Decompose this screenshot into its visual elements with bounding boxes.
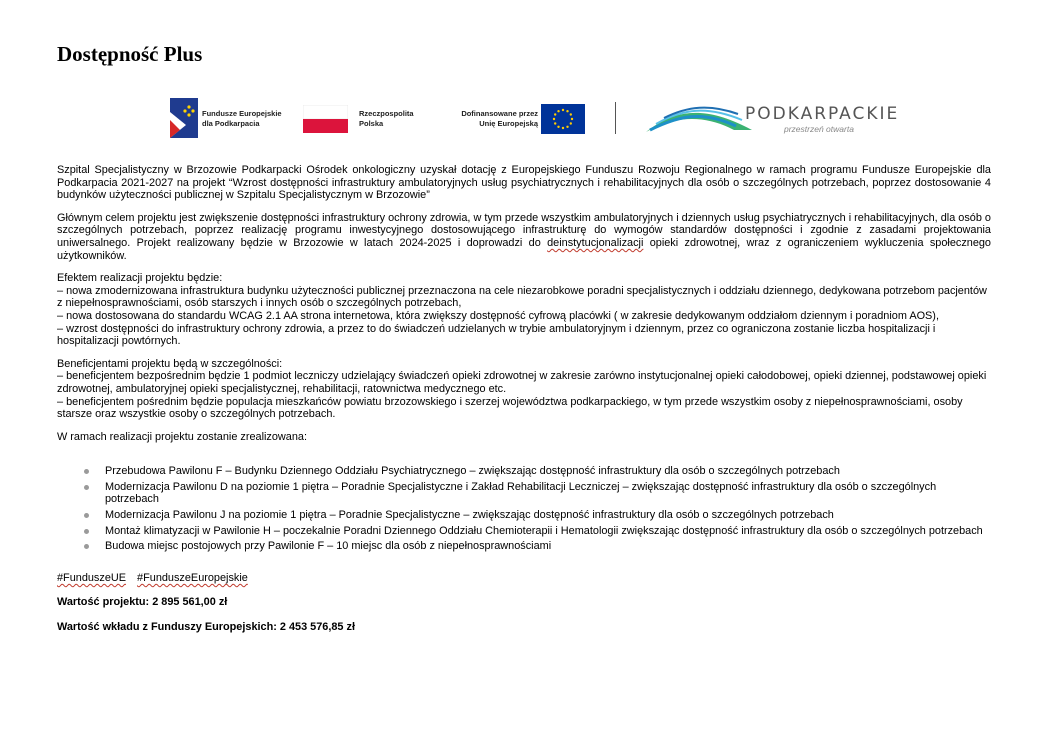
- list-item: Modernizacja Pawilonu D na poziomie 1 piętra – Poradnie Specjalistyczne i Zakład Rehabilitacji Leczniczej – zwiększając dostępność infrastruktury dla osób o szczególnych potrzebach: [57, 481, 991, 506]
- intro-paragraph: Szpital Specjalistyczny w Brzozowie Podkarpacki Ośrodek onkologiczny uzyskał dotację z Europejskiego Funduszu Rozwoju Regionalnego w ramach programu Fundusze Europejskie dla Podkarpacia 2021-2027 na projekt “Wzrost dostępności infrastruktury ambulatoryjnych usług psychiatrycznych i rehabilitacyjnych dla osób o szczególnych potrzebach, poprzez dostosowanie 4 budynków użyteczności publicznej w Szpitalu Specjalistycznym w Brzozowie”: [57, 164, 991, 202]
- polish-flag-icon: [303, 105, 348, 133]
- beneficiary-item: – beneficjentem bezpośrednim będzie 1 podmiot leczniczy udzielający świadczeń opieki zdrowotnej w zakresie zarówno instytucjonalnej opieki całodobowej, opieki dziennej, podstawowej opieki zdrowotnej, ambulatoryjnej opieki specjalistycznej, rehabilitacji, ratownictwa medycznego etc.: [57, 370, 987, 395]
- podkarpackie-name: PODKARPACKIE: [745, 104, 900, 124]
- effect-item: – nowa dostosowana do standardu WCAG 2.1 AA strona internetowa, która zwiększy dostępność cyfrową placówki ( w zakresie dedykowanym oddziałom dziennym i poradniom AOS),: [57, 309, 939, 322]
- hashtags: [57, 572, 991, 585]
- beneficiaries-heading: Beneficjentami projektu będą w szczególności:: [57, 357, 283, 370]
- fundusze-europejskie-logo: [168, 96, 293, 140]
- beneficiary-item: – beneficjentem pośrednim będzie populacja mieszkańców powiatu brzozowskiego i szerzej województwa podkarpackiego, w tym przede wszystkim osoby z niepełnosprawnościami, osoby starsze oraz wszystkie osoby o szczególnych potrzebach.: [57, 395, 963, 421]
- ue-logo-text: Dofinansowane przez Unię Europejską: [461, 109, 538, 128]
- hashtag[interactable]: #FunduszeEuropejskie: [137, 571, 248, 584]
- rp-logo-text: Rzeczpospolita Polska: [359, 109, 414, 128]
- podkarpackie-slogan: przestrzeń otwarta: [784, 124, 854, 134]
- fe-logo-text: Fundusze Europejskie dla Podkarpacia: [202, 109, 282, 128]
- list-item: Przebudowa Pawilonu F – Budynku Dziennego Oddziału Psychiatrycznego – zwiększając dostępność infrastruktury dla osób o szczególnych potrzebach: [57, 465, 991, 478]
- eu-contribution-value: Wartość wkładu z Funduszy Europejskich: 2 453 576,85 zł: [57, 621, 355, 634]
- podkarpackie-hills-icon: [644, 102, 754, 134]
- scope-list: [57, 465, 991, 553]
- project-value: Wartość projektu: 2 895 561,00 zł: [57, 596, 228, 609]
- page-title: Dostępność Plus: [57, 42, 203, 66]
- scope-heading: W ramach realizacji projektu zostanie zrealizowana:: [57, 430, 307, 443]
- spellcheck-word: deinstytucjonalizacji: [547, 236, 644, 249]
- goal-paragraph: Głównym celem projektu jest zwiększenie dostępności infrastruktury ochrony zdrowia, w tym przede wszystkim ambulatoryjnych i dziennych usług psychiatrycznych i rehabilitacyjnych, dla osób o szczególnych potrzebach, poprzez realizację programu inwestycyjnego dostosowującego infrastrukturę do wymogów standardów dostępności i zgodnie z zasadami projektowania uniwersalnego. Projekt realizowany będzie w Brzozowie w latach 2024-2025 i doprowadzi do deinstytucjonalizacji opieki zdrowotnej, wraz z ograniczeniem wykluczenia społecznego użytkowników.: [57, 211, 991, 262]
- list-item: Budowa miejsc postojowych przy Pawilonie F – 10 miejsc dla osób z niepełnosprawnościami: [57, 540, 991, 553]
- list-item: Montaż klimatyzacji w Pawilonie H – poczekalnie Poradni Dziennego Oddziału Chemioterapii i Hematologii zwiększając dostępność infrastruktury dla osób o szczególnych potrzebach: [57, 525, 991, 538]
- eu-logo: [449, 96, 589, 140]
- effect-item: – wzrost dostępności do infrastruktury ochrony zdrowia, a przez to do świadczeń udzielanych w trybie ambulatoryjnym i dziennym, przez co ograniczona zostanie liczba hospitalizacji i hospitalizacji powtórnych.: [57, 322, 936, 348]
- podkarpackie-logo: [644, 96, 908, 140]
- effect-item: – nowa zmodernizowana infrastruktura budynku użyteczności publicznej przeznaczona na cele niezarobkowe poradni specjalistycznych i oddziału dziennego, dedykowana potrzebom pacjentów z niepełnosprawnościami, osób starszych i innych osób o szczególnych potrzebach,: [57, 284, 987, 310]
- effects-heading: Efektem realizacji projektu będzie:: [57, 272, 223, 285]
- eu-flag-icon: [541, 104, 585, 134]
- hashtag[interactable]: #FunduszeUE: [57, 571, 127, 584]
- polish-flag-logo: [303, 96, 428, 140]
- list-item: Modernizacja Pawilonu J na poziomie 1 piętra – Poradnie Specjalistyczne – zwiększając dostępność infrastruktury dla osób o szczególnych potrzebach: [57, 509, 991, 522]
- article-body: [57, 164, 991, 634]
- funding-logos-bar: [168, 96, 908, 140]
- logo-divider: [615, 102, 616, 134]
